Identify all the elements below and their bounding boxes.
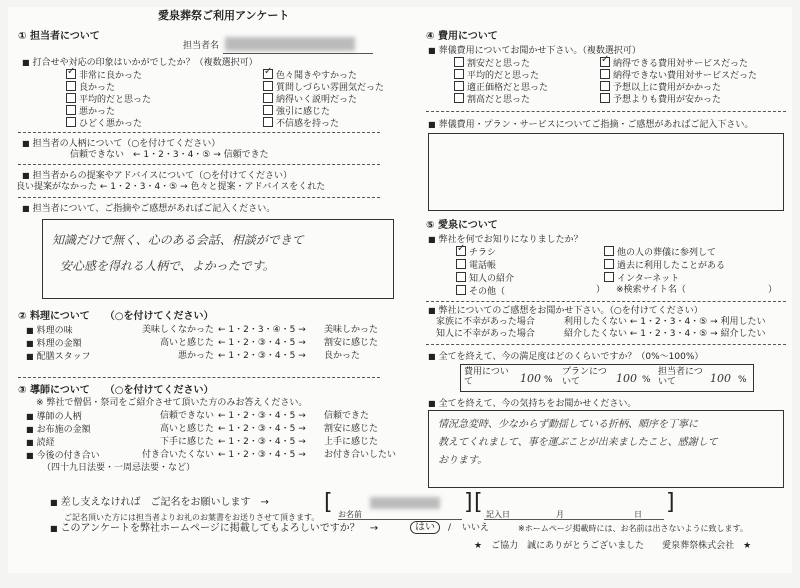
publish-no[interactable]: いいえ (462, 523, 490, 533)
aisen-comment-line2: 教えてくれまして、事を運ぶことが出来ましたこと、感謝して (438, 437, 718, 448)
food-left-1: 高いと感じた (159, 338, 214, 348)
checkbox[interactable] (456, 285, 466, 295)
sat-value-staff[interactable]: 100 (710, 372, 731, 385)
sat-value-cost[interactable]: 100 (520, 372, 541, 385)
sat-unit-staff: % (738, 375, 747, 385)
page-title: 愛泉葬祭ご利用アンケート (158, 9, 290, 22)
thanks-line: ★ ご協力 誠にありがとうございました 愛泉葬祭株式会社 ★ (474, 541, 752, 551)
divider (18, 197, 380, 198)
divider (426, 301, 786, 302)
name-underline (223, 53, 373, 54)
food-right-1: 割安に感じた (324, 338, 379, 348)
aisen-q2: ■ 弊社についてのご感想をお聞かせ下さい。（○を付けてください） (428, 305, 703, 317)
divider (18, 377, 380, 378)
checkbox[interactable] (263, 105, 273, 115)
opt-good[interactable]: 良かった (66, 81, 115, 94)
bracket-open: [ (474, 490, 483, 515)
aisen-opt-used-before[interactable]: 過去に利用したことがある (604, 259, 725, 272)
checkbox[interactable] (263, 81, 273, 91)
publish-sep: / (448, 523, 452, 533)
cost-opt-satisfied[interactable]: ✓納得できる費用対サービスだった (600, 57, 748, 70)
opt-hard-ask[interactable]: 質問しづらい雰囲気だった (263, 81, 384, 94)
aisen-opt-referral[interactable]: 知人の紹介 (456, 272, 514, 285)
checkbox[interactable] (600, 93, 610, 103)
sat-value-plan[interactable]: 100 (616, 372, 637, 385)
checkbox[interactable] (66, 81, 76, 91)
divider (426, 344, 786, 345)
paren-close: ） (768, 285, 778, 295)
footer-day: 日 (634, 510, 642, 519)
divider (426, 111, 786, 112)
cost-heading: ④ 費用について (426, 31, 498, 42)
food-label-2: ■ 配膳スタッフ (26, 351, 91, 363)
bracket-open: [ (324, 490, 333, 515)
guide-left-0: 信頼できない (159, 411, 214, 421)
cost-opt-unsatisfied[interactable]: 納得できない費用対サービスだった (600, 69, 757, 82)
aisen-opt-attended[interactable]: 他の人の葬儀に参列して (604, 246, 716, 259)
guide-right-3: お付き合いしたい (324, 450, 397, 460)
redacted-signer (370, 497, 440, 509)
guide-label-2: ■ 読経 (26, 437, 55, 449)
checkbox[interactable] (263, 117, 273, 127)
opt-average[interactable]: 平均的だと思った (66, 93, 151, 106)
checkbox[interactable] (454, 57, 464, 67)
staff-q2: ■ 担当者の人柄について（○を付けてください） (22, 138, 220, 150)
aisen-search-site: ※検索サイト名（ (616, 285, 686, 295)
name-underline[interactable] (338, 519, 462, 520)
opt-bad[interactable]: 悪かった (66, 105, 115, 118)
cost-comment-box[interactable] (428, 133, 784, 211)
cost-opt-fair[interactable]: 適正価格だと思った (454, 81, 548, 94)
aisen-opt-flyer[interactable]: ✓チラシ (456, 246, 496, 259)
guide-right-2: 上手に感じた (324, 437, 379, 447)
staff-comment-line2: 安心感を得れる人柄で、よかったです。 (60, 259, 275, 273)
staff-q4: ■ 担当者について、ご指摘やご感想があればご記入ください。 (22, 203, 275, 215)
checkbox-checked[interactable] (456, 246, 466, 256)
bracket-close: ] (464, 490, 473, 515)
guide-right-0: 信頼できた (324, 411, 370, 421)
sat-label-plan: プランについて (562, 367, 607, 387)
checkbox[interactable] (456, 259, 466, 269)
aisen-friend: 知人に不幸があった場合 (436, 329, 535, 339)
guide-scale-3[interactable]: ← 1・2・③・4・5 → (218, 450, 306, 460)
food-left-2: 悪かった (177, 351, 214, 361)
footer-q1-sub: ご記名頂いた方には担当者よりお礼のお葉書をお送りさせて頂きます。 (64, 513, 320, 522)
staff-q3-scale[interactable]: 良い提案がなかった ← 1・2・3・4・⑤ → 色々と提案・アドバイスをくれた (16, 182, 326, 192)
cost-opt-average[interactable]: 平均的だと思った (454, 69, 539, 82)
food-right-2: 良かった (324, 351, 361, 361)
guide-left-1: 高いと感じた (159, 424, 214, 434)
guide-label-0: ■ 導師の人柄 (26, 411, 82, 423)
aisen-heading: ⑤ 愛泉について (426, 220, 498, 231)
date-underline[interactable] (484, 519, 664, 520)
staff-q3: ■ 担当者からの提案やアドバイスについて（○を付けてください） (22, 170, 292, 182)
guide-heading: ③ 導師について （○を付けてください） (18, 385, 214, 396)
aisen-q1: ■ 弊社を何でお知りになりましたか？ (428, 234, 583, 246)
guide-label-3: ■ 今後の付き合い (26, 450, 100, 462)
paren-close: ） (596, 285, 606, 295)
opt-very-bad[interactable]: ひどく悪かった (66, 117, 142, 130)
checkbox[interactable] (604, 272, 614, 282)
footer-date-label: 記入日 (486, 510, 510, 519)
opt-pushy[interactable]: 強引に感じた (263, 105, 330, 118)
opt-distrust[interactable]: 不信感を持った (263, 117, 339, 130)
checkbox-checked[interactable] (600, 57, 610, 67)
aisen-comment-line1: 情況急変時、少なからず動揺している折柄、順序を丁寧に (438, 419, 698, 430)
guide-left-2: 下手に感じた (159, 437, 214, 447)
footer-q1: ■ 差し支えなければ ご記名をお願いします → (50, 497, 269, 508)
checkbox[interactable] (604, 246, 614, 256)
bracket-close: ] (666, 490, 675, 515)
opt-good-explain[interactable]: 納得いく説明だった (263, 93, 357, 106)
aisen-q4: ■ 全てを終えて、今の気持ちをお聞かせください。 (428, 398, 636, 410)
footer-q2: ■ このアンケートを弊社ホームページに掲載してもよろしいですか？ → (50, 523, 378, 534)
food-label-1: ■ 料理の金額 (26, 338, 82, 350)
staff-name-label: 担当者名 (183, 41, 220, 51)
staff-q1: ■ 打合せや対応の印象はいかがでしたか？（複数選択可） (22, 57, 258, 69)
checkbox-checked[interactable] (263, 69, 273, 79)
food-label-0: ■ 料理の味 (26, 325, 73, 337)
guide-scale-1[interactable]: ← 1・2・③・4・5 → (218, 424, 306, 434)
cost-opt-under[interactable]: 予想よりも費用が安かった (600, 93, 721, 106)
guide-scale-0[interactable]: ← 1・2・③・4・5 → (218, 411, 306, 421)
checkbox[interactable] (600, 81, 610, 91)
food-scale-0[interactable]: ← 1・2・3・④・5 → (218, 325, 306, 335)
aisen-opt-other[interactable]: その他（ (456, 285, 505, 298)
guide-left-3: 付き合いたくない (141, 450, 214, 460)
cost-opt-cheap[interactable]: 割安だと思った (454, 57, 530, 70)
food-left-0: 美味しくなかった (141, 325, 214, 335)
divider (18, 132, 380, 133)
aisen-q3: ■ 全てを終えて、今の満足度はどのくらいですか？（0%～100%） (428, 351, 703, 363)
guide-note: ※ 弊社で僧侶・祭司をご紹介させて頂いた方のみお答えください。 (36, 398, 308, 408)
survey-sheet (8, 7, 792, 573)
checkbox[interactable] (66, 117, 76, 127)
checkbox[interactable] (66, 105, 76, 115)
guide-label-1: ■ お布施の金額 (26, 424, 91, 436)
staff-q2-scale[interactable]: 信頼できない ← 1・2・3・4・⑤ → 信頼できた (70, 150, 269, 160)
guide-scale-2[interactable]: ← 1・2・③・4・5 → (218, 437, 306, 447)
checkbox[interactable] (263, 93, 273, 103)
checkbox[interactable] (454, 69, 464, 79)
divider (18, 164, 380, 165)
aisen-family-scale[interactable]: 利用したくない ← 1・2・3・4・⑤ → 利用したい (564, 317, 766, 327)
aisen-opt-internet[interactable]: インターネット (604, 272, 679, 285)
sat-unit-plan: % (642, 375, 651, 385)
food-scale-2[interactable]: ← 1・2・③・4・5 → (218, 351, 306, 361)
checkbox[interactable] (456, 272, 466, 282)
cost-q2: ■ 葬儀費用・プラン・サービスについてご指摘・ご感想があればご記入下さい。 (428, 119, 753, 131)
checkbox[interactable] (454, 93, 464, 103)
sat-label-cost: 費用について (464, 367, 509, 387)
checkbox[interactable] (604, 259, 614, 269)
guide-right-1: 割安に感じた (324, 424, 379, 434)
footer-month: 月 (556, 510, 564, 519)
food-heading: ② 料理について （○を付けてください） (18, 311, 214, 322)
checkbox[interactable] (66, 93, 76, 103)
aisen-friend-scale[interactable]: 紹介したくない ← 1・2・3・4・⑤ → 紹介したい (564, 329, 766, 339)
guide-footnote: （四十九日法要・一周忌法要・など） (42, 463, 196, 473)
checkbox-checked[interactable] (66, 69, 76, 79)
checkbox[interactable] (600, 69, 610, 79)
cost-q1: ■ 葬儀費用についてお聞かせ下さい。（複数選択可） (428, 45, 641, 57)
sat-unit-cost: % (544, 375, 553, 385)
sat-label-staff: 担当者について (658, 367, 703, 387)
publish-yes[interactable]: はい (410, 521, 440, 534)
cost-opt-over[interactable]: 予想以上に費用がかかった (600, 81, 721, 94)
redacted-name (225, 37, 355, 51)
aisen-opt-phonebook[interactable]: 電話帳 (456, 259, 496, 272)
footer-name-label: お名前 (338, 510, 362, 519)
cost-opt-expensive[interactable]: 割高だと思った (454, 93, 530, 106)
aisen-family: 家族に不幸があった場合 (436, 317, 535, 327)
food-scale-1[interactable]: ← 1・2・③・4・5 → (218, 338, 306, 348)
checkbox[interactable] (454, 81, 464, 91)
food-right-0: 美味しかった (324, 325, 379, 335)
opt-easy-ask[interactable]: ✓色々聞きやすかった (263, 69, 357, 82)
opt-very-good[interactable]: ✓非常に良かった (66, 69, 142, 82)
publish-note: ※ホームページ掲載時には、お名前は出さないように致します。 (518, 524, 748, 533)
staff-comment-line1: 知識だけで無く、心のある会話、相談ができて (52, 233, 304, 247)
aisen-comment-line3: おります。 (438, 455, 488, 466)
staff-heading: ① 担当者について (18, 31, 100, 42)
